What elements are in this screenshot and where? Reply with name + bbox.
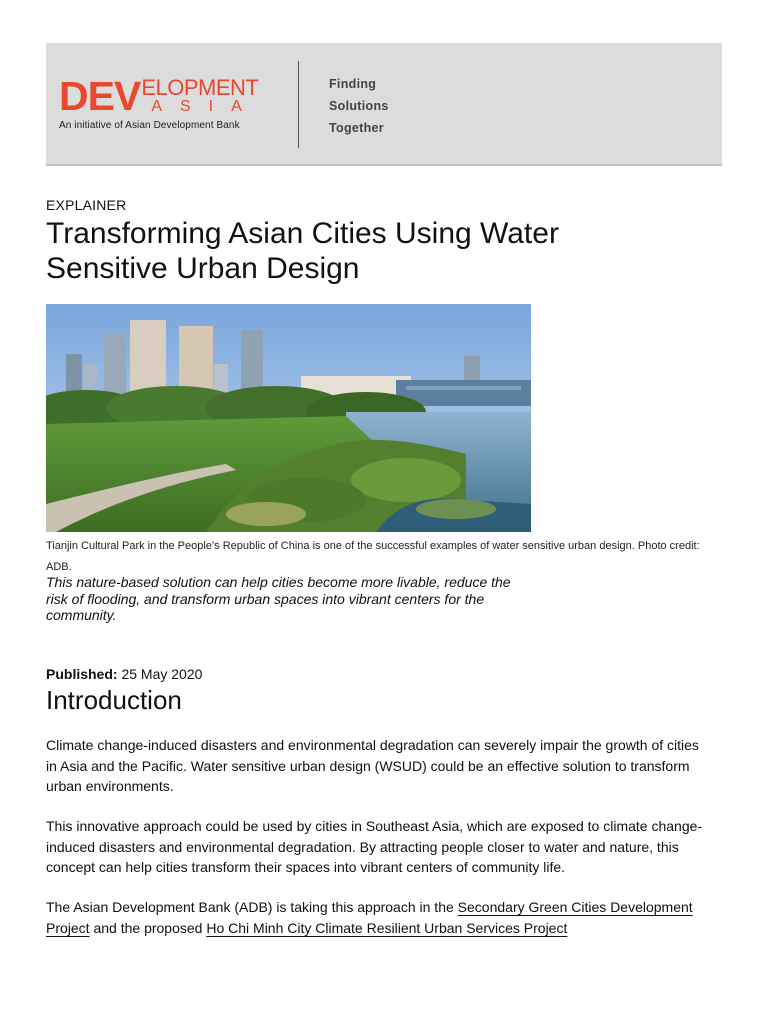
development-asia-logo[interactable]	[59, 73, 260, 131]
tagline-line-3: Together	[329, 121, 384, 135]
paragraph-2: This innovative approach could be used by cities in Southeast Asia, which are exposed to climate change-induced disasters and environmental degradation. By attracting people closer to water and nature, this concept can help cities transform their spaces into vibrant centers of community life.	[46, 818, 703, 876]
published-date: 25 May 2020	[121, 666, 203, 682]
logo-wordmark	[59, 73, 260, 119]
logo-dev-text: DEV	[59, 73, 141, 119]
article-lede: This nature-based solution can help cities become more livable, reduce the risk of flooding, and transform urban spaces into vibrant centers for the community.	[46, 574, 511, 623]
paragraph-3	[46, 897, 706, 938]
paragraph-3-text-b: and the proposed	[89, 919, 207, 936]
site-banner	[46, 43, 722, 166]
hcmc-climate-resilient-link[interactable]: Ho Chi Minh City Climate Resilient Urban Services Project	[206, 919, 568, 936]
logo-stack	[141, 75, 260, 115]
logo-asia-text: ASIA	[151, 98, 260, 115]
article-title: Transforming Asian Cities Using Water Sensitive Urban Design	[46, 217, 559, 285]
published-line	[46, 666, 202, 682]
hero-photo-illustration	[46, 304, 531, 532]
section-heading-introduction: Introduction	[46, 685, 182, 715]
tagline-line-1: Finding	[329, 77, 377, 91]
photo-caption: Tianjin Cultural Park in the People’s Republic of China is one of the successful examples of water sensitive urban design. Photo credit: ADB.	[46, 540, 700, 573]
paragraph-1: Climate change-induced disasters and environmental degradation can severely impair the growth of cities in Asia and the Pacific. Water sensitive urban design (WSUD) could be an effective solution to transform urban environments.	[46, 737, 699, 795]
secondary-green-cities-link[interactable]: Secondary Green Cities Development Project	[46, 899, 693, 936]
article-kicker: EXPLAINER	[46, 197, 127, 213]
tagline	[329, 73, 389, 139]
logo-elopment-text: ELOPMENT	[141, 75, 259, 100]
logo-subtitle: An initiative of Asian Development Bank	[59, 120, 240, 131]
banner-divider	[298, 61, 299, 148]
published-label: Published:	[46, 666, 118, 682]
paragraph-3-text-a: The Asian Development Bank (ADB) is taking this approach in the	[46, 899, 458, 915]
tagline-line-2: Solutions	[329, 99, 389, 113]
hero-photo	[46, 304, 531, 532]
